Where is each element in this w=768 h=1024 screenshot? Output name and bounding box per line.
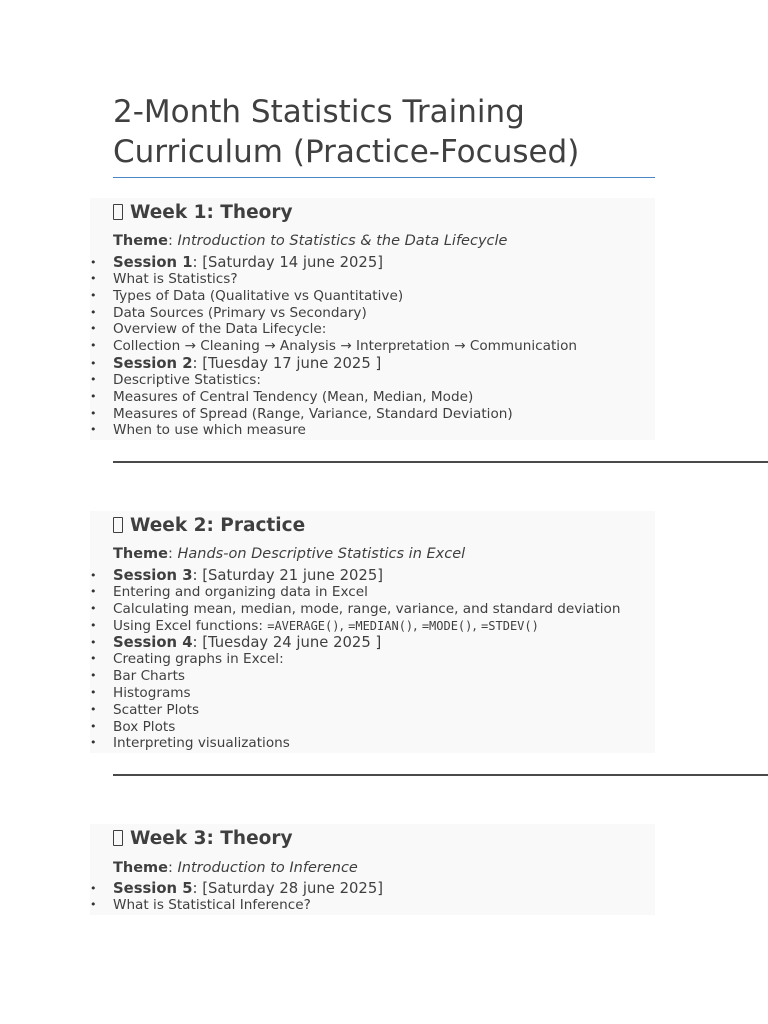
- list-item: • Overview of the Data Lifecycle:: [90, 321, 577, 338]
- session-label: Session 4: [113, 634, 193, 652]
- session-date: : [Saturday 28 june 2025]: [192, 880, 384, 897]
- theme-label: Theme: [113, 233, 168, 249]
- missing-emoji-icon: [113, 517, 123, 533]
- week-3-heading-text: Week 3: Theory: [130, 828, 293, 849]
- session-label: Session 2: [113, 354, 193, 372]
- list-item: • Measures of Central Tendency (Mean, Median, Mode): [90, 389, 577, 406]
- list-item: • Box Plots: [90, 719, 620, 736]
- list-item: • Types of Data (Qualitative vs Quantitative): [90, 288, 577, 305]
- title-underline: [113, 177, 655, 178]
- code-separator: ,: [339, 617, 349, 634]
- code-separator: ,: [413, 617, 422, 634]
- session-date: : [Tuesday 17 june 2025 ]: [192, 354, 382, 372]
- week-2-heading-text: Week 2: Practice: [130, 515, 306, 536]
- theme-value: Hands-on Descriptive Statistics in Excel: [177, 546, 466, 562]
- list-item: • Histograms: [90, 685, 620, 702]
- week-1-heading-text: Week 1: Theory: [130, 202, 293, 223]
- theme-label: Theme: [113, 546, 168, 562]
- excel-function-code: =MODE(): [421, 618, 473, 633]
- list-item: • Data Sources (Primary vs Secondary): [90, 305, 577, 322]
- list-item: • When to use which measure: [90, 422, 577, 439]
- missing-emoji-icon: [113, 204, 123, 220]
- week-1-theme: Theme: Introduction to Statistics & the Data Lifecycle: [113, 233, 508, 249]
- session-date: : [Saturday 21 june 2025]: [192, 567, 384, 584]
- week-3-heading: [113, 824, 293, 854]
- session-date: : [Saturday 14 june 2025]: [192, 254, 384, 271]
- theme-value: Introduction to Statistics & the Data Lifecycle: [177, 233, 508, 249]
- page-title: 2-Month Statistics Training Curriculum (Practice-Focused): [113, 94, 580, 170]
- week-2-theme: Theme: Hands-on Descriptive Statistics in Excel: [113, 546, 466, 562]
- theme-value: Introduction to Inference: [177, 860, 358, 876]
- week-2-heading: [113, 511, 305, 541]
- excel-function-code: =AVERAGE(): [267, 618, 340, 633]
- list-item: • Scatter Plots: [90, 702, 620, 719]
- session-label: Session 1: [113, 254, 193, 271]
- week-2-list: [90, 567, 620, 752]
- code-separator: ,: [472, 617, 482, 634]
- session-label: Session 3: [113, 567, 193, 584]
- list-item: • What is Statistics?: [90, 271, 577, 288]
- section-divider: [113, 461, 768, 463]
- excel-functions-item: [90, 618, 620, 635]
- list-item: • Interpreting visualizations: [90, 735, 620, 752]
- missing-emoji-icon: [113, 830, 123, 846]
- session-2-item: [90, 355, 577, 372]
- theme-label: Theme: [113, 860, 168, 876]
- list-item: • Calculating mean, median, mode, range, variance, and standard deviation: [90, 601, 620, 618]
- list-item: • Measures of Spread (Range, Variance, Standard Deviation): [90, 406, 577, 423]
- session-5-item: [90, 880, 383, 897]
- week-1-heading: [113, 198, 293, 228]
- excel-function-code: =STDEV(): [481, 618, 539, 633]
- week-3-list: [90, 880, 383, 914]
- section-divider: [113, 774, 768, 776]
- session-1-item: [90, 254, 577, 271]
- session-4-item: [90, 634, 620, 651]
- list-item: • Creating graphs in Excel:: [90, 651, 620, 668]
- session-date: : [Tuesday 24 june 2025 ]: [192, 634, 382, 652]
- week-1-list: [90, 254, 577, 439]
- excel-function-code: =MEDIAN(): [348, 618, 414, 633]
- list-item: • Bar Charts: [90, 668, 620, 685]
- excel-functions-prefix: Using Excel functions:: [113, 617, 268, 634]
- list-item: • Descriptive Statistics:: [90, 372, 577, 389]
- week-1-section: [90, 198, 655, 440]
- list-item: • What is Statistical Inference?: [90, 897, 383, 914]
- week-3-theme: Theme: Introduction to Inference: [113, 860, 358, 876]
- list-item: • Collection → Cleaning → Analysis → Interpretation → Communication: [90, 338, 577, 355]
- week-2-section: [90, 511, 655, 753]
- week-3-section: [90, 824, 655, 915]
- session-label: Session 5: [113, 880, 193, 897]
- session-3-item: [90, 567, 620, 584]
- list-item: • Entering and organizing data in Excel: [90, 584, 620, 601]
